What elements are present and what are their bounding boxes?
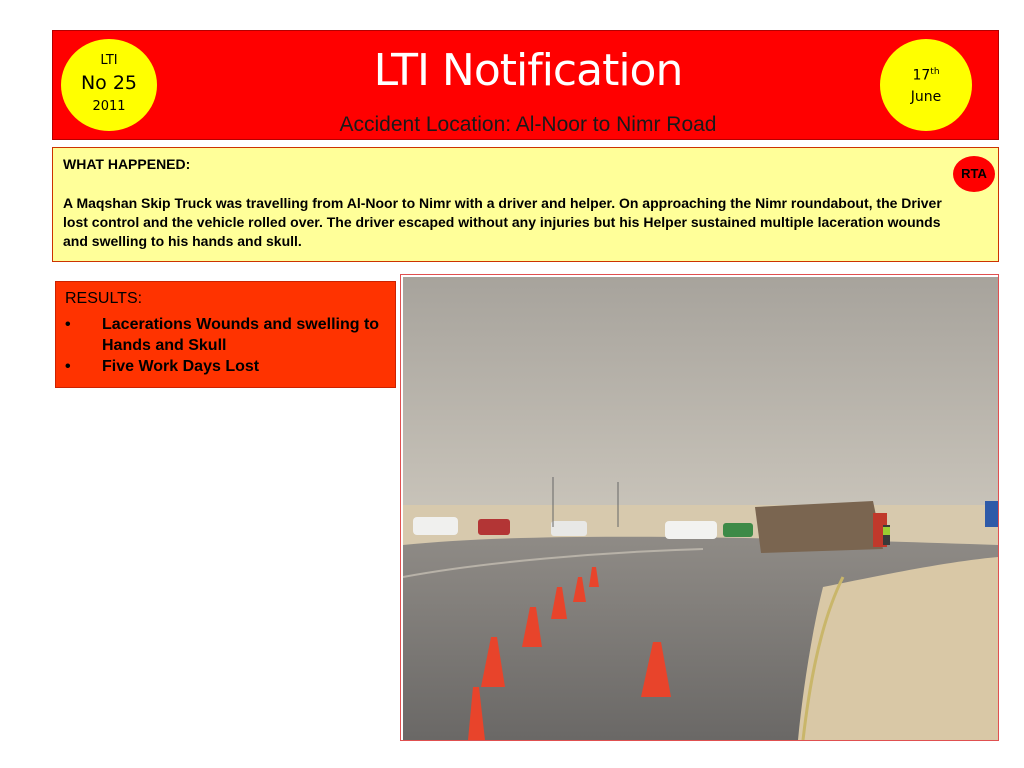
list-item [65, 356, 385, 377]
bullet-icon: • [65, 316, 71, 333]
date-month: June [910, 89, 942, 105]
header-banner [52, 30, 999, 140]
results-heading: RESULTS: [65, 290, 143, 307]
page-title: LTI Notification [373, 45, 683, 96]
page-subtitle: Accident Location: Al-Noor to Nimr Road [339, 113, 717, 136]
rta-tag: RTA [953, 156, 995, 192]
list-item [65, 314, 385, 356]
date-day-wrap [880, 67, 972, 84]
accident-photo [400, 274, 999, 741]
results-list [65, 314, 385, 377]
results-panel [55, 281, 396, 388]
date-badge [880, 39, 972, 131]
badge-year: 2011 [92, 99, 126, 114]
date-day: 17 [912, 67, 931, 84]
date-day-suffix: th [930, 67, 940, 77]
result-text: Five Work Days Lost [102, 358, 260, 375]
badge-label: LTI [100, 53, 118, 68]
what-happened-panel [52, 147, 999, 262]
badge-number: No 25 [80, 72, 138, 94]
what-happened-body: A Maqshan Skip Truck was travelling from Al-Noor to Nimr with a driver and helper. On approaching the Nimr roundabout, the Driver lost control and the vehicle rolled over. The driver escaped without any injuries but his Helper sustained multiple laceration wounds and swelling to his hands and skull. [63, 195, 942, 249]
what-happened-heading: WHAT HAPPENED: [63, 156, 191, 172]
lti-number-badge [61, 39, 157, 131]
accident-scene-image [403, 277, 998, 740]
result-text: Lacerations Wounds and swelling to Hands and Skull [102, 316, 380, 354]
bullet-icon: • [65, 358, 71, 375]
